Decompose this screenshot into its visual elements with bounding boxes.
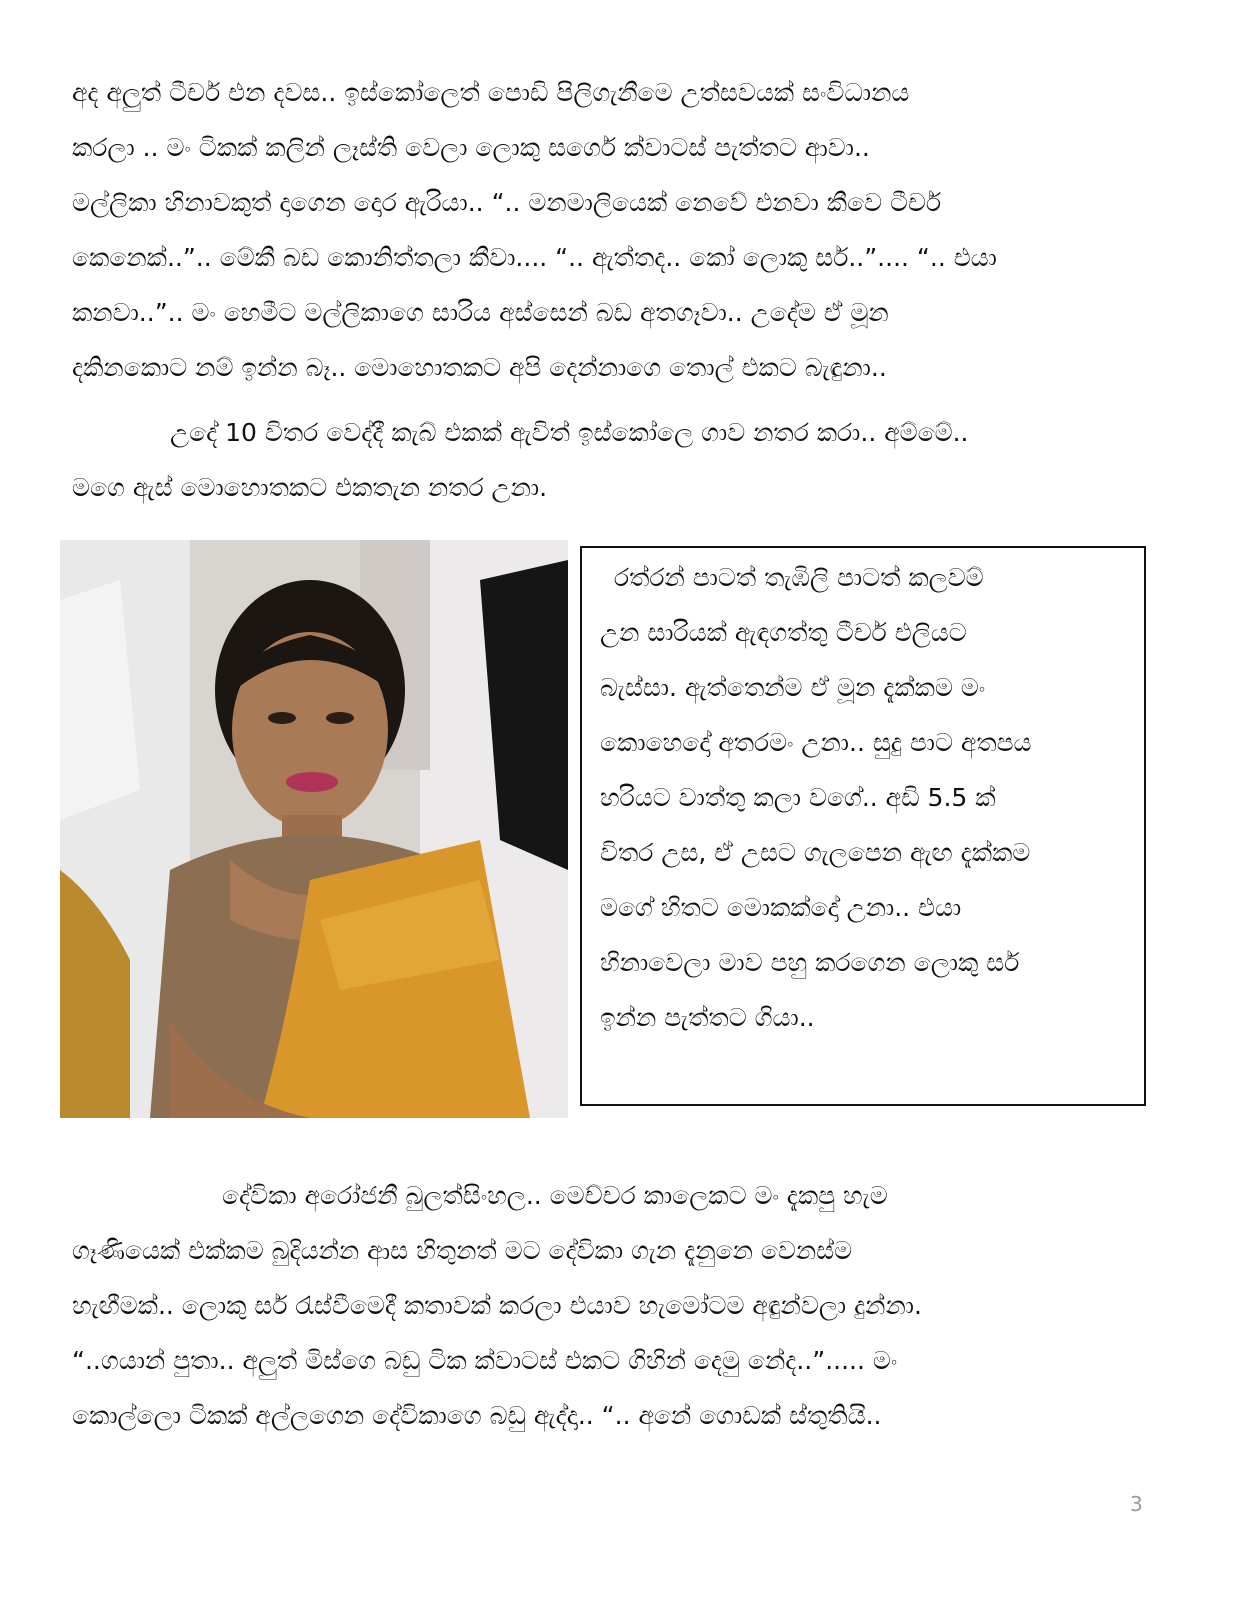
textbox-line: විතර උස, ඒ උසට ගැලපෙන ඇඟ දැක්කම xyxy=(600,838,1031,867)
textbox-line: හිනාවෙලා මාව පහු කරගෙන ලොකු සර් xyxy=(600,948,1020,977)
textbox-line: රත්රන් පාටත් තැඹිලි පාටත් කලවම් xyxy=(614,563,984,592)
textbox-line: උන සාරියක් ඇඳගත්තු ටීචර් එලියට xyxy=(600,618,967,647)
portrait-photo xyxy=(60,540,568,1118)
paragraph-line: කරලා .. මං ටිකක් කලින් ලෑස්ති වෙලා ලොකු සර්ගෙ ක්වාටස් පැත්තට ආවා.. xyxy=(72,133,870,162)
textbox-line: මගේ හිතට මොකක්දෝ උනා.. එයා xyxy=(600,893,962,922)
paragraph-3 xyxy=(72,1168,1162,1443)
paragraph-line: ගෑණියෙක් එක්කම බුදියන්න ආස හිතුනත් මට දේවිකා ගැන දැනුනෙ වෙනස්ම xyxy=(72,1236,853,1265)
sidebar-text-box xyxy=(580,546,1146,1106)
paragraph-line: “..ගයාන් පුතා.. අලුත් මිස්ගෙ බඩු ටික ක්වාටස් එකට ගිහින් දෙමු නේද..”..... මං xyxy=(72,1346,898,1375)
textbox-line: ඉන්න පැත්තට ගියා.. xyxy=(600,1003,815,1032)
paragraph-line: කෙනෙක්..”.. මේකී බඩ කොනිත්තලා කීවා.... “.. ඇත්තද.. කෝ ලොකු සර්..”.... “.. එයා xyxy=(72,243,997,272)
paragraph-line: මල්ලිකා හිනාවකුත් දාගෙන දොර ඇරියා.. “.. මනමාලියෙක් නෙවේ එනවා කීවෙ ටීචර් xyxy=(72,188,942,217)
paragraph-line: උදේ 10 විතර වෙද්දී කැබ් එකක් ඇවිත් ඉස්කෝලෙ ගාව නතර කරා.. අම්මේ.. xyxy=(170,418,969,447)
paragraph-line: දේවිකා අරෝජනී බුලත්සිංහල.. මෙච්චර කාලෙකට මං දැකපු හැම xyxy=(222,1181,888,1210)
paragraph-1 xyxy=(72,65,1162,395)
textbox-line: හරියට වාත්තු කලා වගේ.. අඩි 5.5 ක් xyxy=(600,783,996,812)
paragraph-line: කනවා..”.. මං හෙමීට මල්ලිකාගෙ සාරිය අස්සෙන් බඩ අතගෑවා.. උදේම ඒ මූන xyxy=(72,298,889,327)
page-number: 3 xyxy=(1130,1492,1143,1516)
paragraph-line: මගෙ ඇස් මොහොතකට එකතැන නතර උනා. xyxy=(72,473,548,502)
paragraph-line: හැඟීමක්.. ලොකු සර් රැස්වීමෙදී කතාවක් කරලා එයාව හැමෝටම අඳුන්වලා දුන්නා. xyxy=(72,1291,922,1320)
paragraph-2 xyxy=(72,405,1162,515)
paragraph-line: දකිනකොට නම් ඉන්න බෑ.. මොහොතකට අපි දෙන්නාගෙ තොල් එකට බැඳුනා.. xyxy=(72,353,887,382)
textbox-line: කොහෙදෝ අතරමං උනා.. සුදු පාට අතපය xyxy=(600,728,1032,757)
paragraph-line: අද අලුත් ටීචර් එන දවස.. ඉස්කෝලෙත් පොඩි පිලිගැනීමෙ උත්සවයක් සංවිධානය xyxy=(72,78,910,107)
paragraph-line: කොල්ලො ටිකක් අල්ලගෙන දේවිකාගෙ බඩු ඇද්දා.. “.. අනේ ගොඩක් ස්තුතියි.. xyxy=(72,1401,882,1430)
textbox-line: බැස්සා. ඇත්තෙන්ම ඒ මූන දැක්කම මං xyxy=(600,673,986,702)
